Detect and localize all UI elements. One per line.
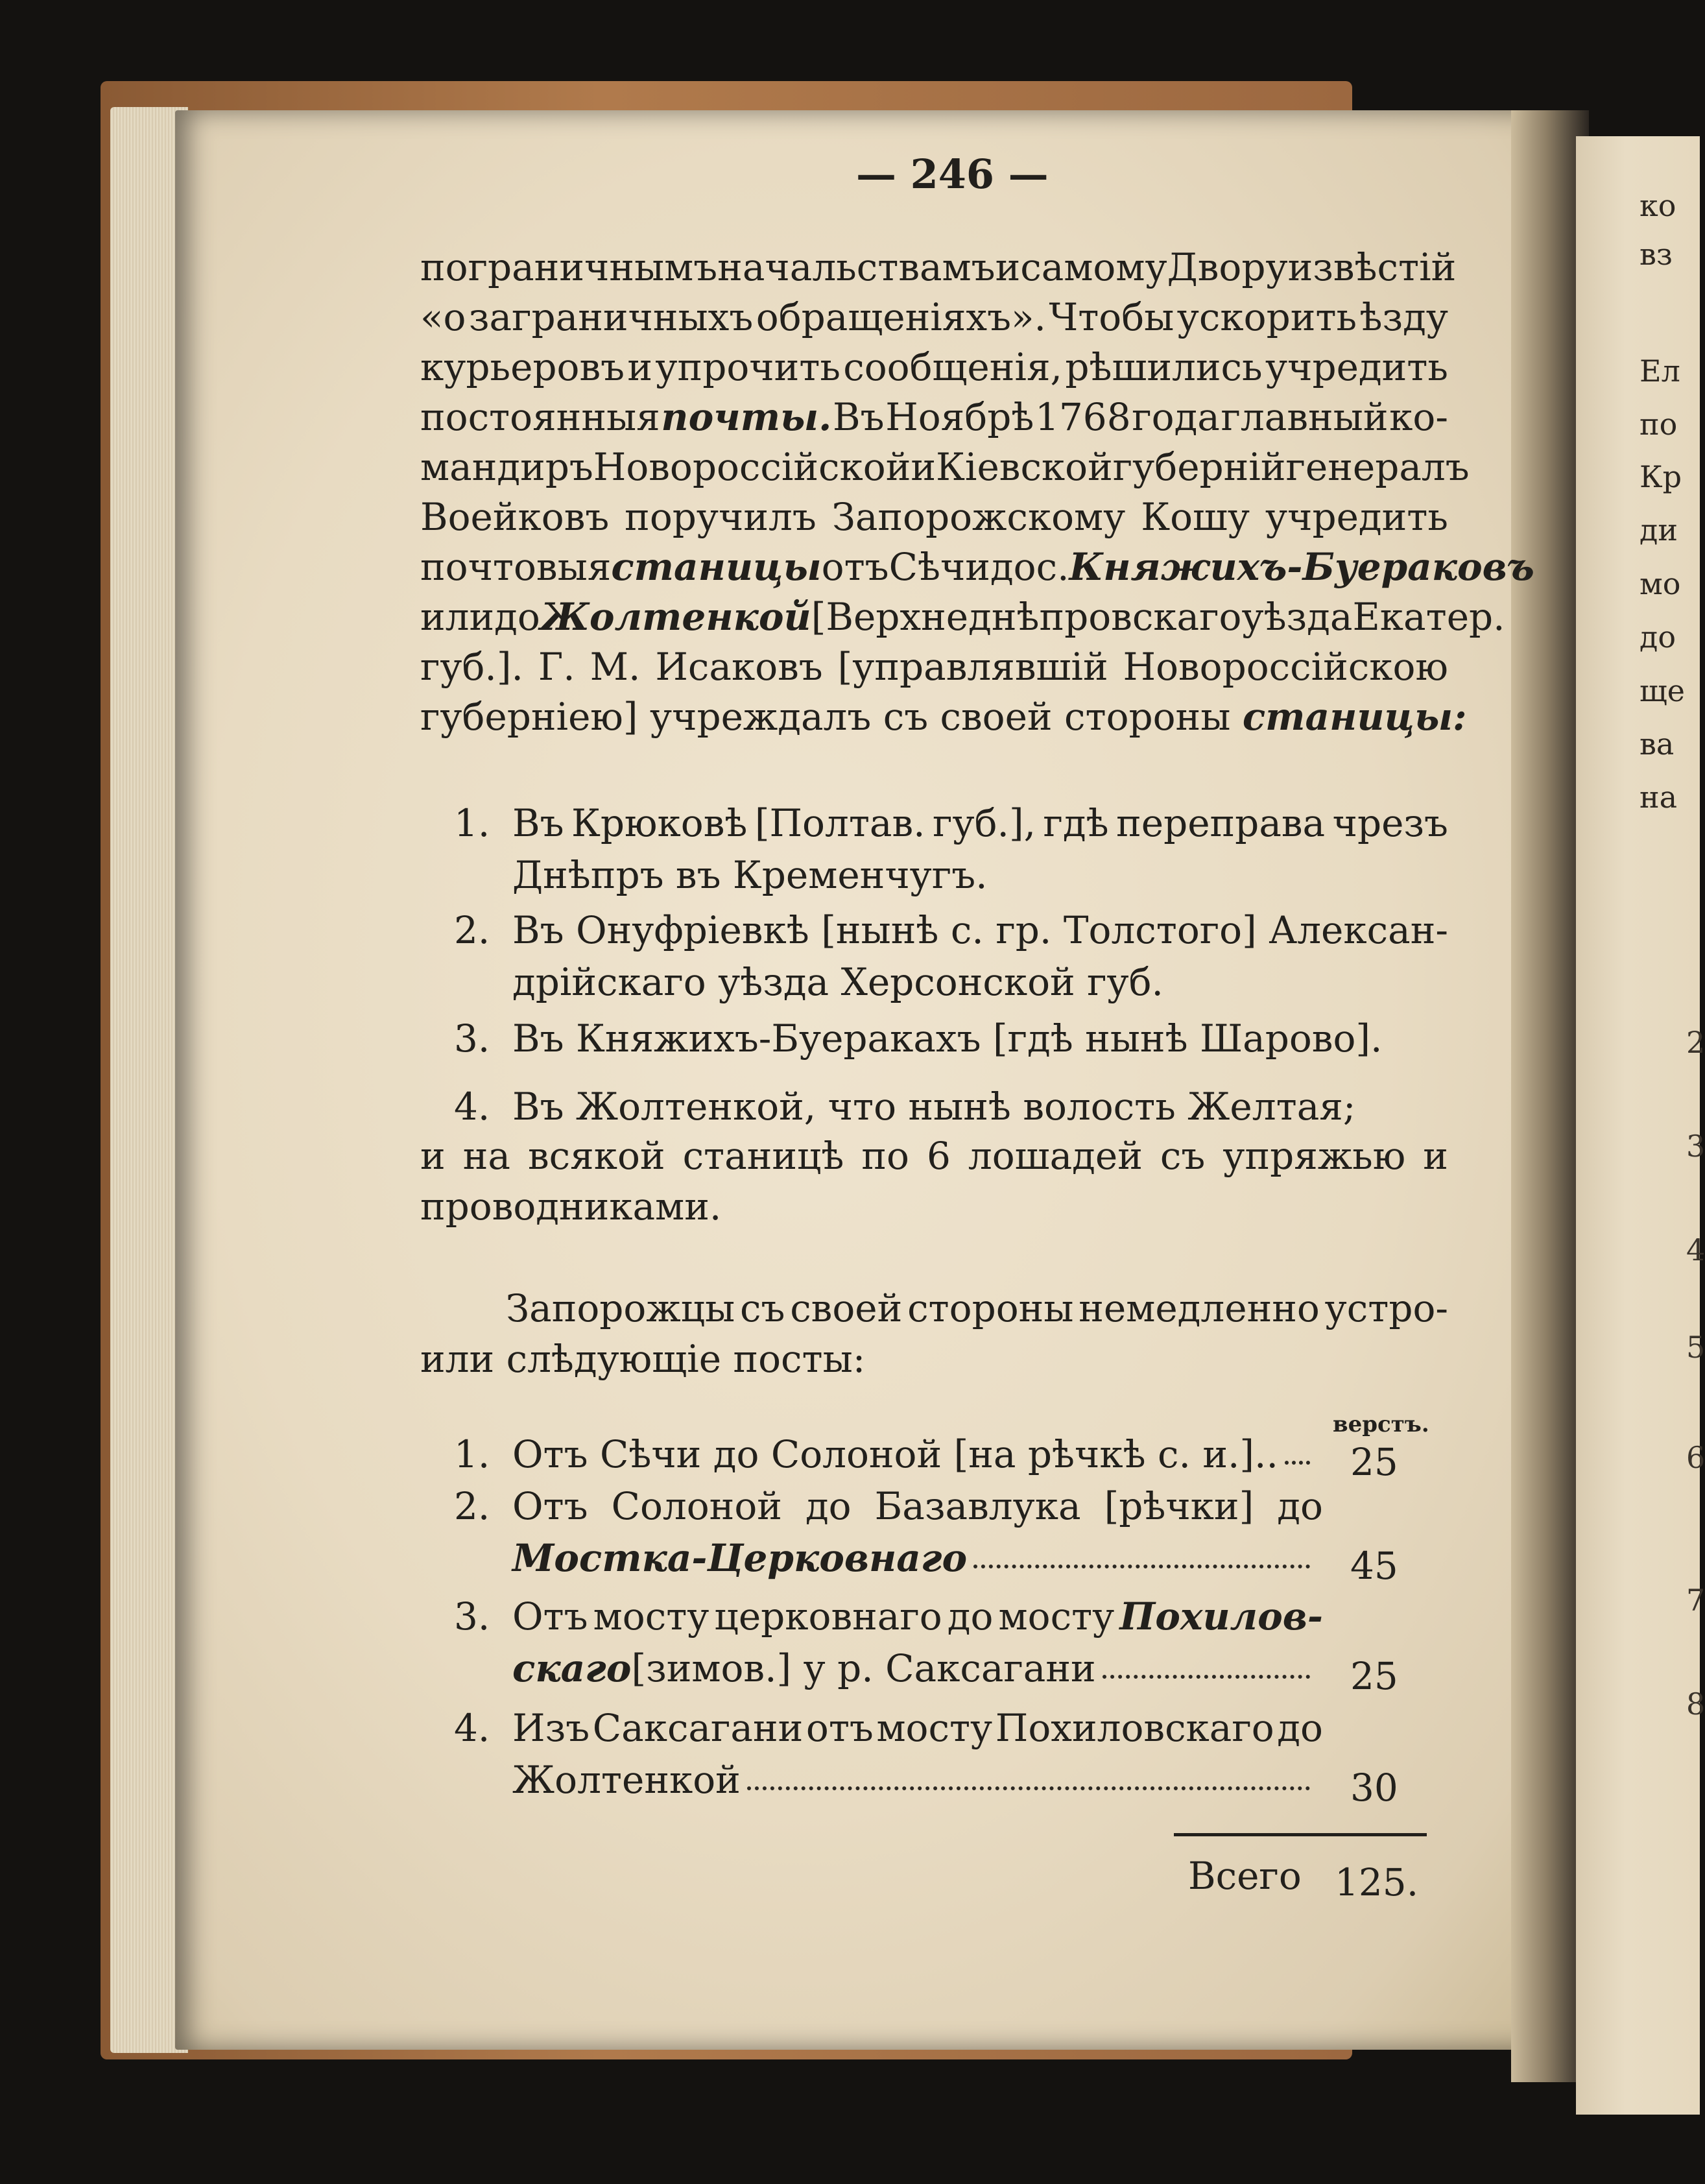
body-line: или слѣдующіе посты:: [420, 1337, 866, 1381]
versts-value: 25: [1350, 1440, 1398, 1484]
word: и: [1423, 1134, 1448, 1178]
word: учредить: [1265, 495, 1448, 539]
word: до: [805, 1484, 852, 1528]
word: Солоной: [611, 1484, 782, 1528]
leader-dots: [973, 1565, 1310, 1568]
body-line: [420, 695, 1467, 739]
word: до: [990, 545, 1036, 589]
total-rule: [1174, 1833, 1427, 1836]
body-line: [420, 545, 1534, 589]
right-page-fragment: ди: [1639, 512, 1678, 547]
word: станицы: [611, 545, 822, 589]
word: ко-: [1389, 395, 1448, 439]
body-line: [420, 1134, 1448, 1178]
word: Воейковъ: [420, 495, 610, 539]
word: [Верхнеднѣпровскаго: [811, 595, 1242, 639]
post-line: [512, 1484, 1323, 1528]
word: и: [911, 445, 936, 489]
versts-value: 45: [1350, 1544, 1398, 1588]
word: [нынѣ: [821, 908, 939, 952]
word: мандиръ: [420, 445, 593, 489]
word: Г.: [538, 645, 575, 689]
word: пограничнымъ: [420, 245, 718, 289]
word: Алексан-: [1269, 908, 1448, 952]
word: Княжихъ-Буераковъ: [1069, 545, 1534, 589]
right-page-number: 5: [1686, 1330, 1705, 1365]
right-page-fragment: Ел: [1639, 354, 1680, 389]
word: Въ: [512, 801, 564, 845]
station-number: 3.: [454, 1016, 490, 1061]
word: Исаковъ: [655, 645, 823, 689]
word: Сѣчи: [888, 545, 990, 589]
word: и: [627, 345, 653, 389]
post-line: [512, 1536, 1317, 1580]
word: Отъ: [512, 1484, 588, 1528]
word: Крюковѣ: [571, 801, 748, 845]
right-page-number: 8: [1686, 1686, 1705, 1722]
word: Чтобы: [1049, 295, 1174, 339]
right-page-number: 4: [1686, 1232, 1705, 1267]
word: с.: [950, 908, 984, 952]
right-page: [1576, 136, 1705, 2115]
word: поручилъ: [625, 495, 817, 539]
word: Отъ Сѣчи до Солоной [на рѣчкѣ с. и.]..: [512, 1432, 1278, 1476]
leader-dots: [747, 1786, 1310, 1790]
word: уѣзда: [1241, 595, 1353, 639]
word: по: [861, 1134, 909, 1178]
word: до: [1277, 1484, 1323, 1528]
right-page-fragment: по: [1639, 407, 1678, 442]
word: почтовыя: [420, 545, 612, 589]
word: Толстого]: [1063, 908, 1257, 952]
word: мосту: [998, 1594, 1115, 1638]
word: отъ: [821, 545, 889, 589]
versts-value: 30: [1350, 1766, 1398, 1810]
word: Ноябрѣ: [885, 395, 1034, 439]
word: переправа: [1116, 801, 1326, 845]
station-line: [512, 908, 1448, 952]
word: Въ: [512, 1085, 576, 1129]
word: главный: [1221, 395, 1389, 439]
body-line: [420, 295, 1448, 339]
word: с.: [1036, 545, 1069, 589]
word: Въ: [512, 908, 564, 952]
word: мосту: [876, 1706, 993, 1750]
word: почты.: [661, 395, 832, 439]
word: всякой: [527, 1134, 665, 1178]
word: до: [1277, 1706, 1323, 1750]
word: скаго: [512, 1646, 632, 1690]
word: упряжью: [1222, 1134, 1406, 1178]
word: учредить: [1265, 345, 1448, 389]
versts-value: 25: [1350, 1654, 1398, 1698]
body-line: [420, 495, 1448, 539]
post-line: [512, 1594, 1323, 1638]
post-number: 2.: [454, 1484, 490, 1528]
word: обращеніяхъ».: [756, 295, 1046, 339]
word: и: [420, 1134, 446, 1178]
word: Новороссійской: [593, 445, 911, 489]
word: Мостка-Церковнаго: [512, 1536, 968, 1580]
word: , что нынѣ волость Желтая;: [804, 1085, 1356, 1129]
word: лошадей: [968, 1134, 1143, 1178]
total-value: 125.: [1335, 1860, 1419, 1904]
word: или: [420, 595, 495, 639]
word: Екатер.: [1352, 595, 1505, 639]
word: Запорожцы: [506, 1286, 735, 1330]
word: Двору: [1167, 245, 1288, 289]
station-number: 2.: [454, 908, 490, 952]
body-line: проводниками.: [420, 1184, 722, 1229]
post-line: [512, 1432, 1317, 1476]
station-line: дрійскаго уѣзда Херсонской губ.: [512, 960, 1163, 1004]
word: генералъ: [1285, 445, 1470, 489]
word: губерній: [1112, 445, 1286, 489]
word: начальствамъ: [717, 245, 996, 289]
word: своей: [790, 1286, 903, 1330]
right-page-number: 2: [1686, 1025, 1705, 1060]
right-page-fragment: мо: [1639, 566, 1681, 601]
word: курьеровъ: [420, 345, 625, 389]
word: отъ: [805, 1706, 874, 1750]
word: ѣзду: [1359, 295, 1448, 339]
word: Изъ: [512, 1706, 590, 1750]
word: М.: [590, 645, 641, 689]
word: до: [947, 1594, 994, 1638]
word: Жолтенкой: [512, 1758, 741, 1802]
word: до: [494, 595, 540, 639]
word: гдѣ: [1043, 801, 1109, 845]
word: стороны: [907, 1286, 1074, 1330]
word: 6: [926, 1134, 951, 1178]
word: съ: [739, 1286, 785, 1330]
word: губерніею] учреждалъ съ своей стороны: [420, 695, 1243, 739]
word: Отъ: [512, 1594, 588, 1638]
word: ускорить: [1176, 295, 1357, 339]
word: Онуфріевкѣ: [576, 908, 809, 952]
post-number: 4.: [454, 1706, 490, 1750]
word: [зимов.] у р. Саксагани: [631, 1646, 1096, 1690]
word: немедленно: [1079, 1286, 1320, 1330]
word: гр.: [996, 908, 1052, 952]
word: рѣшились: [1065, 345, 1263, 389]
station-number: 1.: [454, 801, 490, 845]
word: Кіевской: [936, 445, 1113, 489]
word: на: [462, 1134, 510, 1178]
body-line: [420, 445, 1470, 489]
word: Базавлука: [874, 1484, 1081, 1528]
word: [управлявшій: [837, 645, 1108, 689]
word: [Полтав.: [754, 801, 925, 845]
right-page-fragment: вз: [1639, 237, 1673, 272]
right-page-fragment: ко: [1639, 188, 1676, 223]
word: Кошу: [1141, 495, 1250, 539]
word: съ: [1160, 1134, 1206, 1178]
post-line: [512, 1758, 1317, 1802]
leader-dots: [1103, 1675, 1310, 1679]
station-line: Въ Княжихъ-Буеракахъ [гдѣ нынѣ Шарово].: [512, 1016, 1383, 1061]
word: Похиловскаго: [995, 1706, 1274, 1750]
word: [рѣчки]: [1104, 1484, 1254, 1528]
total-label: Всего: [1188, 1854, 1302, 1898]
post-line: [512, 1646, 1317, 1690]
word: станицы:: [1242, 695, 1467, 739]
station-line: Днѣпръ въ Кременчугъ.: [512, 853, 988, 897]
right-page-number: 7: [1686, 1583, 1705, 1618]
word: станицѣ: [682, 1134, 844, 1178]
body-line: [420, 345, 1448, 389]
body-line: [420, 595, 1505, 639]
word: Новороссійскою: [1123, 645, 1448, 689]
word: самому: [1020, 245, 1167, 289]
word: извѣстій: [1287, 245, 1457, 289]
post-number: 3.: [454, 1594, 490, 1638]
word: мосту: [593, 1594, 709, 1638]
word: Саксагани: [592, 1706, 804, 1750]
right-page-number: 6: [1686, 1440, 1705, 1475]
right-page-number: 3: [1686, 1129, 1705, 1164]
word: «о: [420, 295, 466, 339]
station-line: [512, 1085, 1355, 1129]
body-line: [506, 1286, 1448, 1330]
station-line: [512, 801, 1448, 845]
word: церковнаго: [714, 1594, 942, 1638]
word: упрочить: [655, 345, 841, 389]
word: постоянныя: [420, 395, 660, 439]
word: губ.].: [420, 645, 523, 689]
page-number: — 246 —: [856, 150, 1049, 198]
post-number: 1.: [454, 1432, 490, 1476]
word: губ.],: [933, 801, 1036, 845]
station-number: 4.: [454, 1085, 490, 1129]
word: Жолтенкой: [540, 595, 811, 639]
word: Запорожскому: [831, 495, 1126, 539]
body-line: [420, 245, 1457, 289]
right-page-fragment: ще: [1639, 673, 1685, 708]
right-page-fragment: Кр: [1639, 459, 1682, 494]
word: заграничныхъ: [468, 295, 754, 339]
right-page-fragment: до: [1639, 619, 1676, 654]
right-page-fragment: на: [1639, 780, 1678, 815]
word: Въ: [832, 395, 885, 439]
word: 1768: [1034, 395, 1131, 439]
leader-dots: [1285, 1461, 1310, 1465]
body-line: [420, 395, 1448, 439]
word: сообщенія,: [843, 345, 1062, 389]
right-page-fragment: ва: [1639, 726, 1675, 762]
body-line: [420, 645, 1448, 689]
post-line: [512, 1706, 1323, 1750]
word: Жолтенкой: [575, 1085, 804, 1129]
versts-label: верстъ.: [1333, 1411, 1429, 1437]
word: Похилов-: [1119, 1594, 1323, 1638]
word: и: [995, 245, 1021, 289]
word: устро-: [1324, 1286, 1448, 1330]
word: года: [1132, 395, 1220, 439]
word: чрезъ: [1332, 801, 1448, 845]
